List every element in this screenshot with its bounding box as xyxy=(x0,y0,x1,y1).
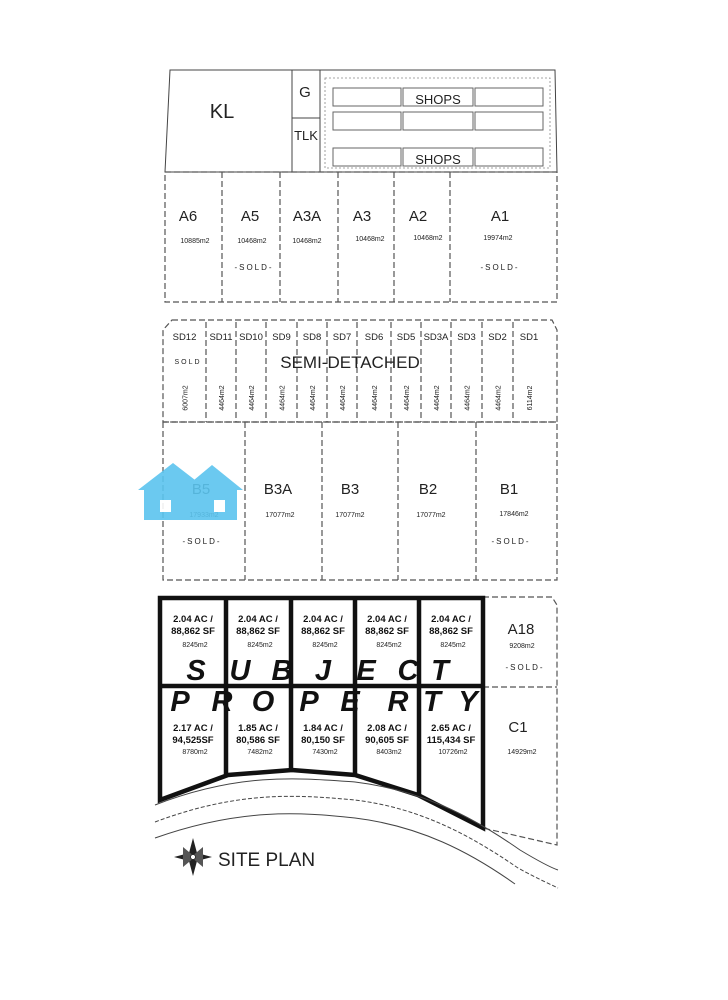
subject-lot-m2: 8245m2 xyxy=(440,642,466,649)
lot-a3-area: 10468m2 xyxy=(355,236,385,243)
property-letter: O xyxy=(251,686,275,718)
east-lots-block xyxy=(160,597,557,845)
sd-lot-label: SD9 xyxy=(272,332,291,343)
semi-detached-block xyxy=(163,320,557,422)
subject-lot-sqft: 88,862 SF xyxy=(429,626,473,637)
sd-lot-label: SD11 xyxy=(209,332,233,343)
subject-letter: S xyxy=(186,655,206,687)
lot-kl: KL xyxy=(209,101,235,123)
lot-a5-sold: -SOLD- xyxy=(234,263,274,272)
subject-lot-acres: 2.04 AC / xyxy=(431,614,471,625)
lot-b1-area: 17846m2 xyxy=(499,511,529,518)
sd-lot-label: SD3A xyxy=(423,332,449,343)
subject-lot-acres: 2.04 AC / xyxy=(367,614,407,625)
subject-lot-sqft: 94,525SF xyxy=(172,735,214,746)
lot-a5-area: 10468m2 xyxy=(237,238,267,245)
sd-lot-area: 4464m2 xyxy=(372,385,379,411)
subject-lot-m2: 7430m2 xyxy=(312,749,338,756)
road xyxy=(155,779,558,888)
sd-lot-area: 4464m2 xyxy=(495,385,503,411)
subject-lot-m2: 10726m2 xyxy=(438,749,468,756)
subject-lot-m2: 8245m2 xyxy=(376,642,402,649)
sd-lot-area: 4464m2 xyxy=(249,385,256,411)
lot-a5-name: A5 xyxy=(240,208,260,225)
lot-c1-name: C1 xyxy=(508,719,528,736)
subject-letter: T xyxy=(431,655,449,687)
sd-lot-label: SD5 xyxy=(396,332,416,343)
subject-lot-sqft: 80,150 SF xyxy=(301,735,345,746)
lot-a2-area: 10468m2 xyxy=(413,235,443,242)
lot-a1-area: 19974m2 xyxy=(483,235,513,242)
subject-lot-acres: 2.04 AC / xyxy=(238,614,278,625)
subject-lot-acres: 1.84 AC / xyxy=(303,723,343,734)
subject-lot-sqft: 80,586 SF xyxy=(236,735,280,746)
sd-lot-area: 4464m2 xyxy=(219,385,226,411)
property-letter: P xyxy=(299,686,319,718)
lot-a18-sold: -SOLD- xyxy=(505,663,545,672)
lot-a6-area: 10885m2 xyxy=(180,238,210,245)
subject-letter: C xyxy=(397,655,419,687)
sd-lot-area: 4464m2 xyxy=(464,385,472,411)
subject-lot-acres: 1.85 AC / xyxy=(238,723,278,734)
property-letter: R xyxy=(387,686,409,718)
subject-lot-sqft: 88,862 SF xyxy=(171,626,215,637)
subject-lot-acres: 2.04 AC / xyxy=(303,614,343,625)
lot-a18-area: 9208m2 xyxy=(509,643,535,650)
lot-b2-area: 17077m2 xyxy=(416,512,446,519)
property-letter: P xyxy=(170,686,190,718)
lot-b1-sold: -SOLD- xyxy=(491,537,531,546)
lot-b2-name: B2 xyxy=(418,481,438,498)
house-watermark-icon xyxy=(138,463,243,520)
lot-b3a-area: 17077m2 xyxy=(265,512,295,519)
site-plan-label: SITE PLAN xyxy=(218,850,316,871)
subject-letter: B xyxy=(271,655,293,687)
lot-tlk: TLK xyxy=(294,128,318,143)
subject-property xyxy=(160,598,483,828)
subject-lot-sqft: 88,862 SF xyxy=(236,626,280,637)
sd-lot-area: 4464m2 xyxy=(310,385,317,411)
lot-b1-name: B1 xyxy=(499,481,519,498)
row-a-block xyxy=(165,172,557,302)
lot-a2-name: A2 xyxy=(408,208,428,225)
sd-lot-area: 6007m2 xyxy=(182,385,190,411)
property-letter: T xyxy=(423,686,441,718)
property-letter: R xyxy=(211,686,233,718)
lot-b3a-name: B3A xyxy=(263,481,293,498)
lot-b3-name: B3 xyxy=(340,481,360,498)
subject-lot-m2: 8245m2 xyxy=(312,642,338,649)
lot-a3a-name: A3A xyxy=(292,208,322,225)
subject-lot-acres: 2.65 AC / xyxy=(431,723,471,734)
subject-lot-m2: 8780m2 xyxy=(182,749,208,756)
lot-g: G xyxy=(299,84,311,101)
subject-lot-acres: 2.17 AC / xyxy=(173,723,213,734)
subject-lot-m2: 8245m2 xyxy=(247,642,273,649)
lot-a1-sold: -SOLD- xyxy=(480,263,520,272)
subject-lot-acres: 2.04 AC / xyxy=(173,614,213,625)
sd-lot-area: 4464m2 xyxy=(434,385,441,411)
subject-lot-m2: 8245m2 xyxy=(182,642,208,649)
subject-letter: U xyxy=(229,655,251,687)
compass-rose-icon xyxy=(174,838,212,876)
sd-lot-area: 4464m2 xyxy=(340,385,347,411)
sd-lot-label: SD8 xyxy=(302,332,322,343)
shops-label-top: SHOPS xyxy=(415,92,461,107)
shops-label-bottom: SHOPS xyxy=(415,152,461,167)
subject-lot-sqft: 88,862 SF xyxy=(301,626,345,637)
property-letter: E xyxy=(340,686,360,718)
lot-a18-name: A18 xyxy=(507,621,535,638)
sd-lot-area: 4464m2 xyxy=(279,385,287,411)
lot-b3-area: 17077m2 xyxy=(335,512,365,519)
lot-c1-area: 14929m2 xyxy=(507,749,537,756)
subject-lot-sqft: 88,862 SF xyxy=(365,626,409,637)
subject-letter: E xyxy=(356,655,376,687)
sd-lot-label: SD3 xyxy=(457,332,476,343)
sd-lot-label: SD1 xyxy=(519,332,539,343)
semi-sold-label: SOLD xyxy=(174,359,202,366)
lot-b5-sold: -SOLD- xyxy=(182,537,222,546)
subject-lot-sqft: 90,605 SF xyxy=(365,735,409,746)
semi-detached-title: SEMI-DETACHED xyxy=(280,353,420,372)
lot-a6-name: A6 xyxy=(178,208,198,225)
lot-a3a-area: 10468m2 xyxy=(292,238,322,245)
property-letter: Y xyxy=(458,686,478,718)
sd-lot-label: SD7 xyxy=(332,332,352,343)
subject-lot-sqft: 115,434 SF xyxy=(426,735,476,746)
sd-lot-label: SD10 xyxy=(239,332,263,343)
subject-lot-m2: 7482m2 xyxy=(247,749,273,756)
subject-lot-m2: 8403m2 xyxy=(376,749,402,756)
subject-lot-acres: 2.08 AC / xyxy=(367,723,407,734)
subject-letter: J xyxy=(314,655,332,687)
lot-a1-name: A1 xyxy=(490,208,510,225)
sd-lot-area: 6114m2 xyxy=(527,385,534,411)
sd-lot-label: SD12 xyxy=(172,332,197,343)
sd-lot-label: SD2 xyxy=(488,332,507,343)
sd-lot-label: SD6 xyxy=(364,332,384,343)
top-block xyxy=(165,70,557,172)
sd-lot-area: 4464m2 xyxy=(404,385,411,411)
lot-a3-name: A3 xyxy=(352,208,372,225)
